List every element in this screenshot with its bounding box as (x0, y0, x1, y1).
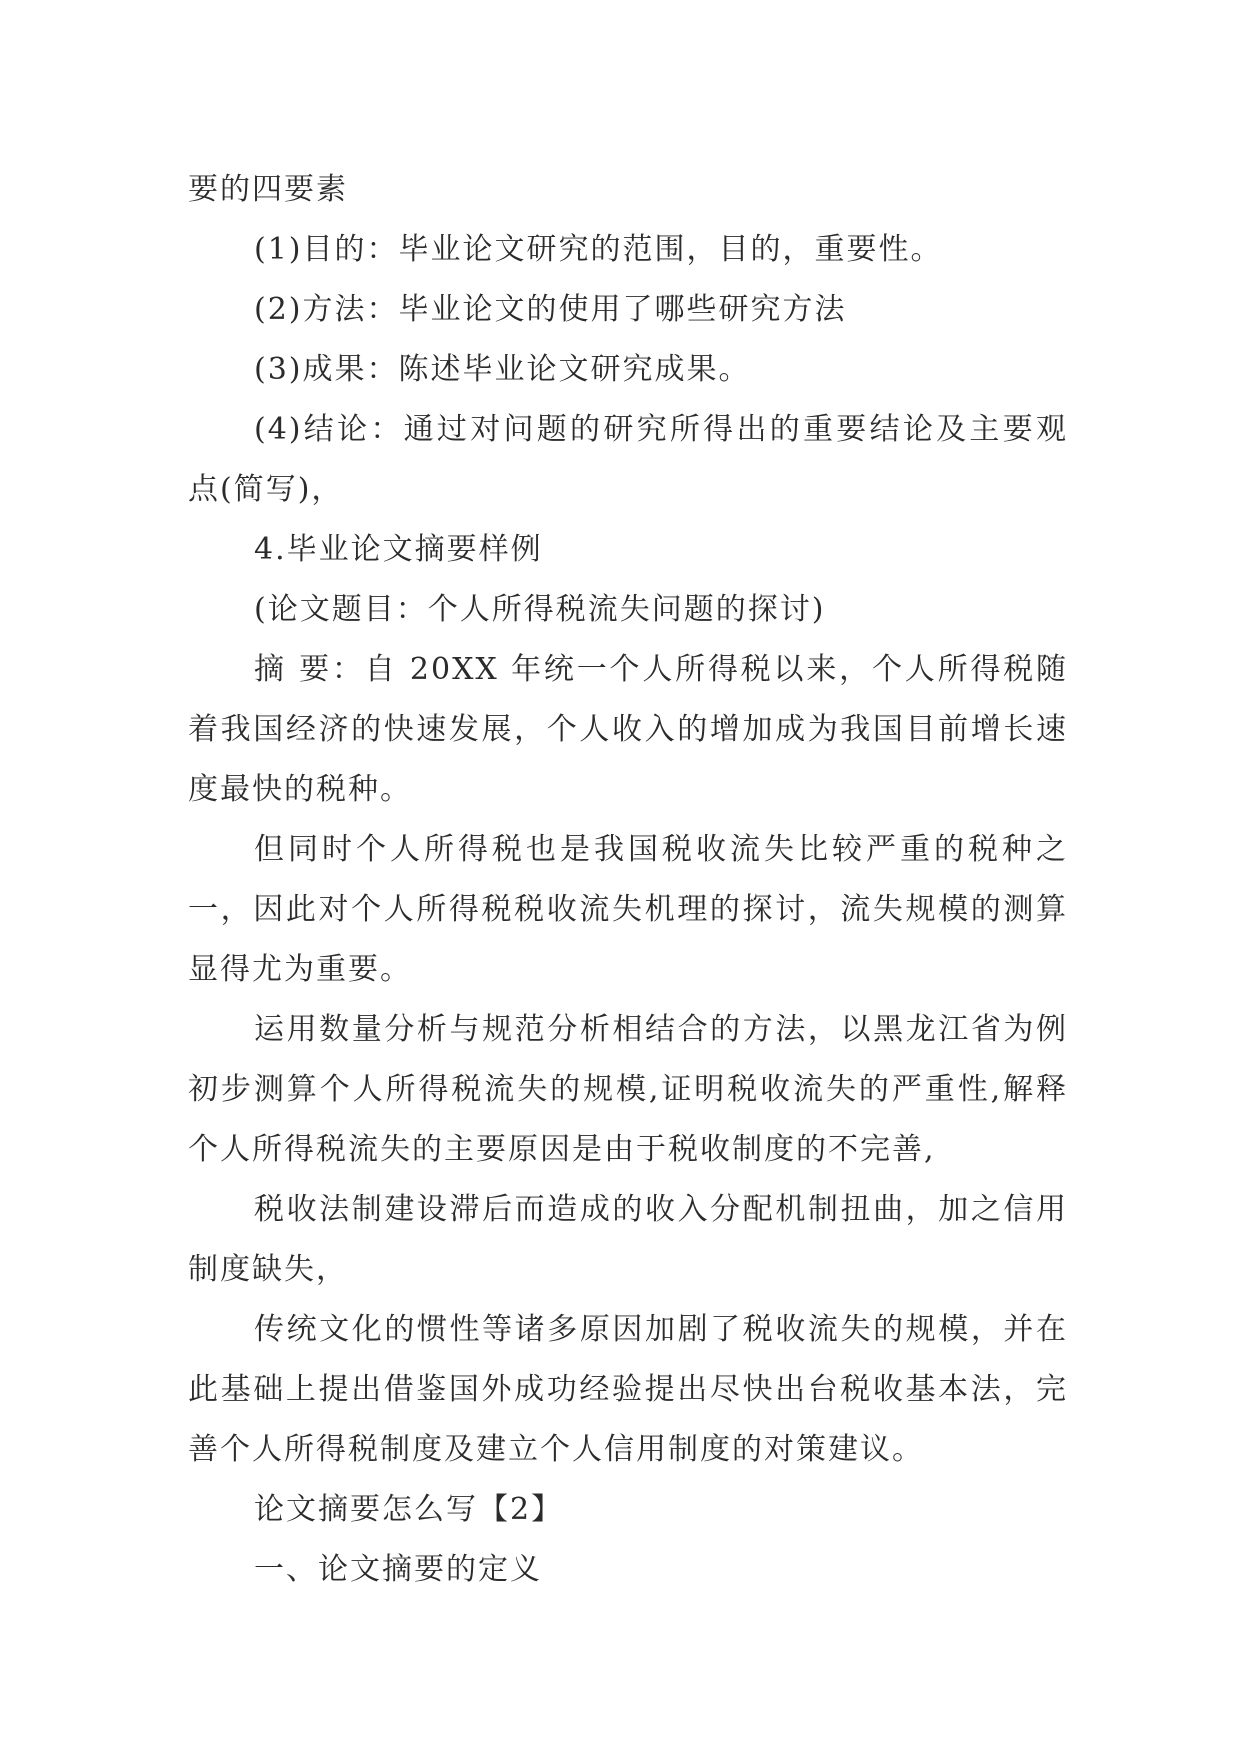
section-heading: 论文摘要怎么写【2】 (254, 1492, 564, 1527)
paragraph: 要的四要素 (188, 172, 348, 207)
paragraph: (3)成果：陈述毕业论文研究成果。 (254, 352, 751, 387)
paragraph: 传统文化的惯性等诸多原因加剧了税收流失的规模，并在此基础上提出借鉴国外成功经验提出尽快出台税收基本法，完善个人所得税制度及建立个人信用制度的对策建议。 (188, 1312, 1068, 1467)
paragraph: 运用数量分析与规范分析相结合的方法，以黑龙江省为例初步测算个人所得税流失的规模,证明税收流失的严重性,解释个人所得税流失的主要原因是由于税收制度的不完善, (188, 1012, 1068, 1167)
document-body (188, 160, 1068, 1600)
paragraph: (4)结论：通过对问题的研究所得出的重要结论及主要观点(简写)， (188, 412, 1068, 507)
paragraph: (1)目的：毕业论文研究的范围，目的，重要性。 (254, 232, 943, 267)
paragraph: 税收法制建设滞后而造成的收入分配机制扭曲，加之信用制度缺失， (188, 1192, 1068, 1287)
section-heading: 一、论文摘要的定义 (254, 1552, 542, 1587)
paragraph: (2)方法：毕业论文的使用了哪些研究方法 (254, 292, 847, 327)
paper-title-line: (论文题目：个人所得税流失问题的探讨) (254, 592, 826, 627)
abstract-paragraph: 摘 要：自 20XX 年统一个人所得税以来，个人所得税随着我国经济的快速发展，个人收入的增加成为我国目前增长速度最快的税种。 (188, 652, 1068, 807)
paragraph: 但同时个人所得税也是我国税收流失比较严重的税种之一，因此对个人所得税税收流失机理的探讨，流失规模的测算显得尤为重要。 (188, 832, 1068, 987)
section-heading: 4.毕业论文摘要样例 (254, 532, 543, 567)
